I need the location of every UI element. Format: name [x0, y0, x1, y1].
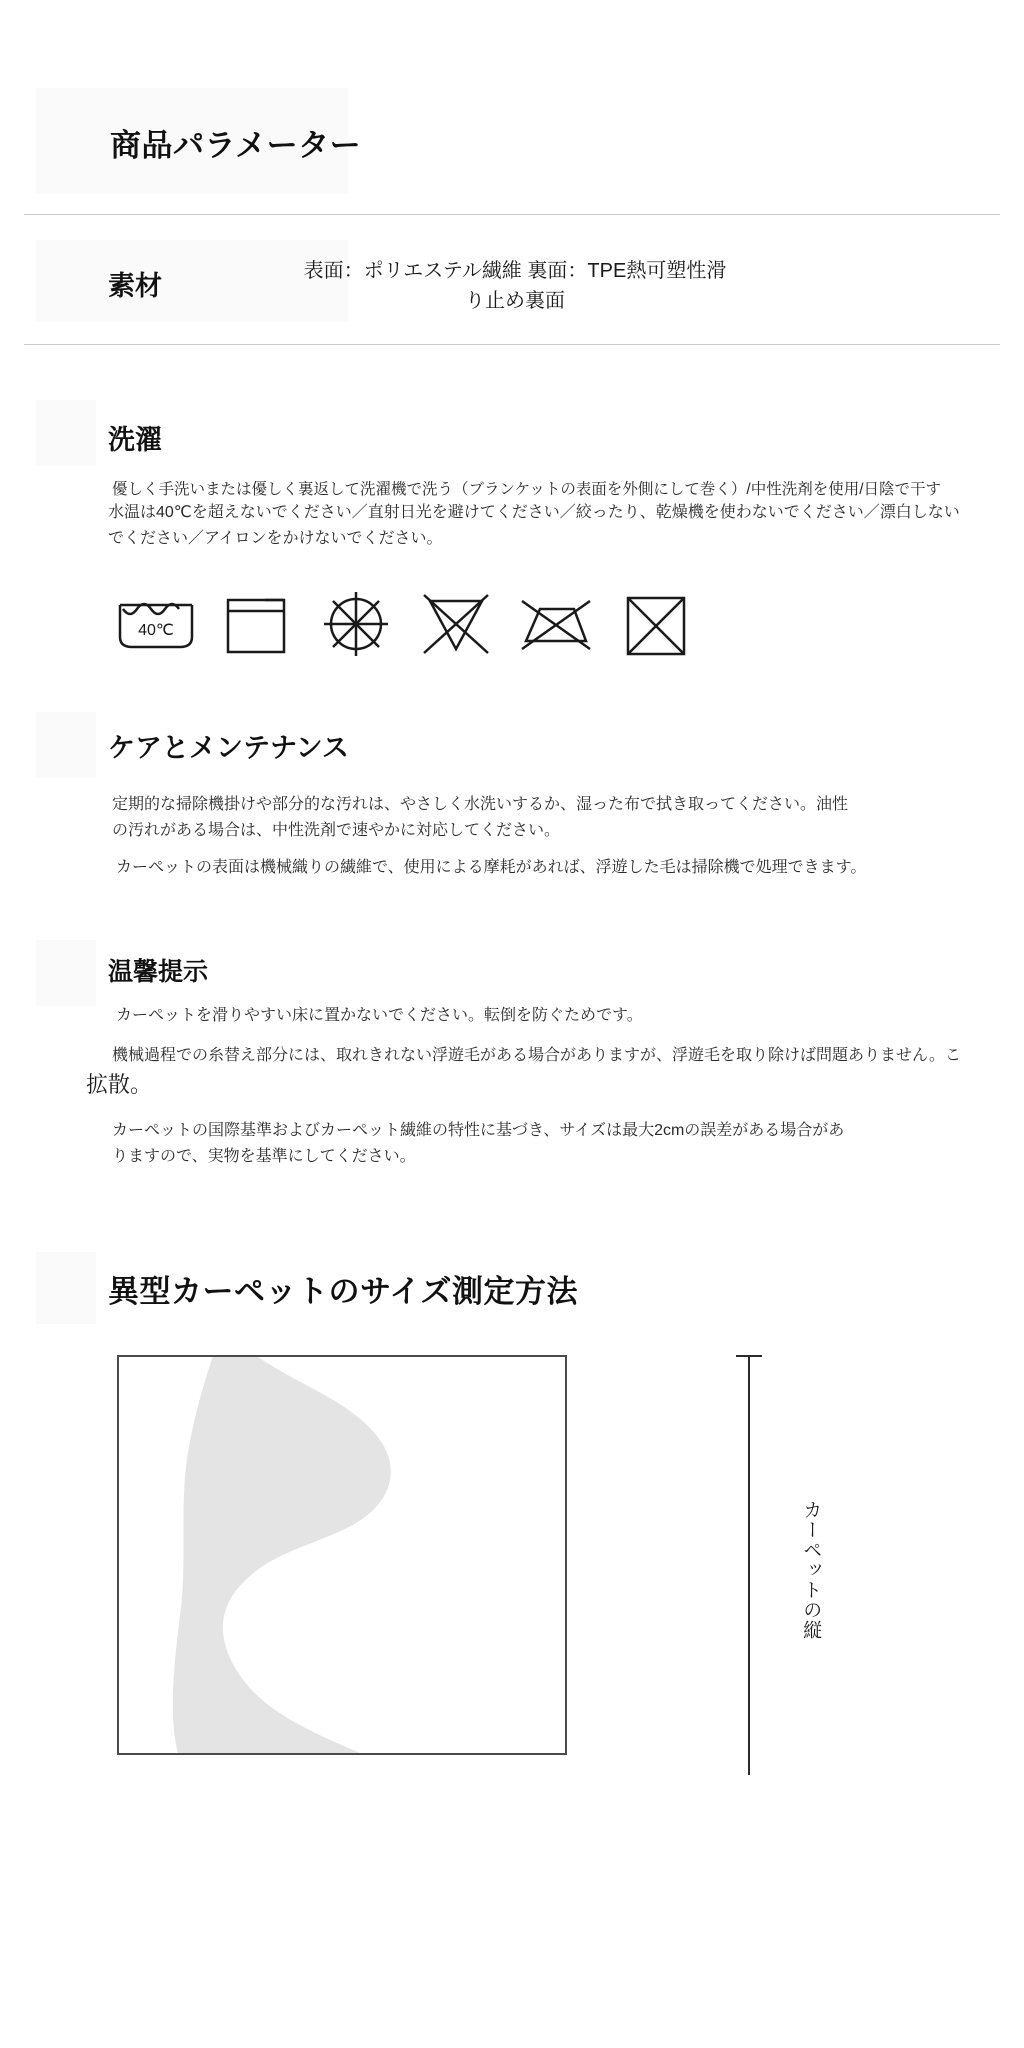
do-not-iron-icon: [510, 575, 602, 663]
divider-top: [24, 214, 1000, 215]
page-title: 商品パラメーター: [110, 128, 362, 163]
do-not-tumble-dry-icon: [410, 575, 502, 663]
carpet-shape-illustration: [119, 1357, 567, 1755]
tips-paragraph-1: カーペットを滑りやすい床に置かないでください。転倒を防ぐためです。: [116, 1007, 643, 1024]
hand-wash-temp-label: 40℃: [138, 622, 174, 639]
heading-backdrop-wash: [36, 400, 96, 466]
washing-section-title: 洗濯: [108, 425, 162, 455]
tips-paragraph-3: カーペットの国際基準およびカーペット繊維の特性に基づき、サイズは最大2cmの誤差がある場合がありますので、実物を基準にしてください。: [112, 1122, 845, 1165]
washing-instruction-primary: 優しく手洗いまたは優しく裏返して洗濯機で洗う（ブランケットの表面を外側にして巻く）/中性洗剤を使用/日陰で干す: [112, 481, 942, 498]
dry-in-shade-icon: [210, 575, 302, 663]
do-not-bleach-icon: [610, 575, 702, 663]
care-paragraph-1: 定期的な掃除機掛けや部分的な汚れは、やさしく水洗いするか、湿った布で拭き取ってください。油性の汚れがある場合は、中性洗剤で速やかに対応してください。: [112, 796, 849, 839]
measurement-diagram-frame: [117, 1355, 567, 1755]
washing-instruction-secondary: 水温は40℃を超えないでください／直射日光を避けてください／絞ったり、乾燥機を使わないでください／漂白しないでください／アイロンをかけないでください。: [108, 504, 960, 547]
tips-section-title: 温馨提示: [108, 958, 209, 986]
measurement-section-title: 異型カーペットのサイズ測定方法: [108, 1274, 579, 1309]
heading-backdrop-tips: [36, 940, 96, 1006]
heading-backdrop-measure: [36, 1252, 96, 1324]
material-label: 素材: [108, 271, 162, 301]
material-value: 表面：ポリエステル繊維 裏面：TPE熱可塑性滑り止め裏面: [303, 260, 727, 312]
do-not-wring-icon: [310, 575, 402, 663]
heading-backdrop-care: [36, 712, 96, 778]
care-paragraph-2: カーペットの表面は機械織りの繊維で、使用による摩耗があれば、浮遊した毛は掃除機で処理できます。: [116, 859, 867, 876]
tips-paragraph-2-continued: 拡散。: [86, 1072, 153, 1097]
tips-paragraph-2: 機械過程での糸替え部分には、取れきれない浮遊毛がある場合がありますが、浮遊毛を取り除けば問題ありません。こ: [112, 1047, 961, 1064]
care-section-title: ケアとメンテナンス: [108, 733, 349, 763]
measurement-dimension-label: カーペットの縦: [800, 1500, 822, 1640]
divider-bottom: [24, 344, 1000, 345]
hand-wash-40c-icon: [110, 575, 202, 663]
care-symbol-row: [110, 575, 710, 665]
measurement-dimension-line: [748, 1355, 750, 1775]
